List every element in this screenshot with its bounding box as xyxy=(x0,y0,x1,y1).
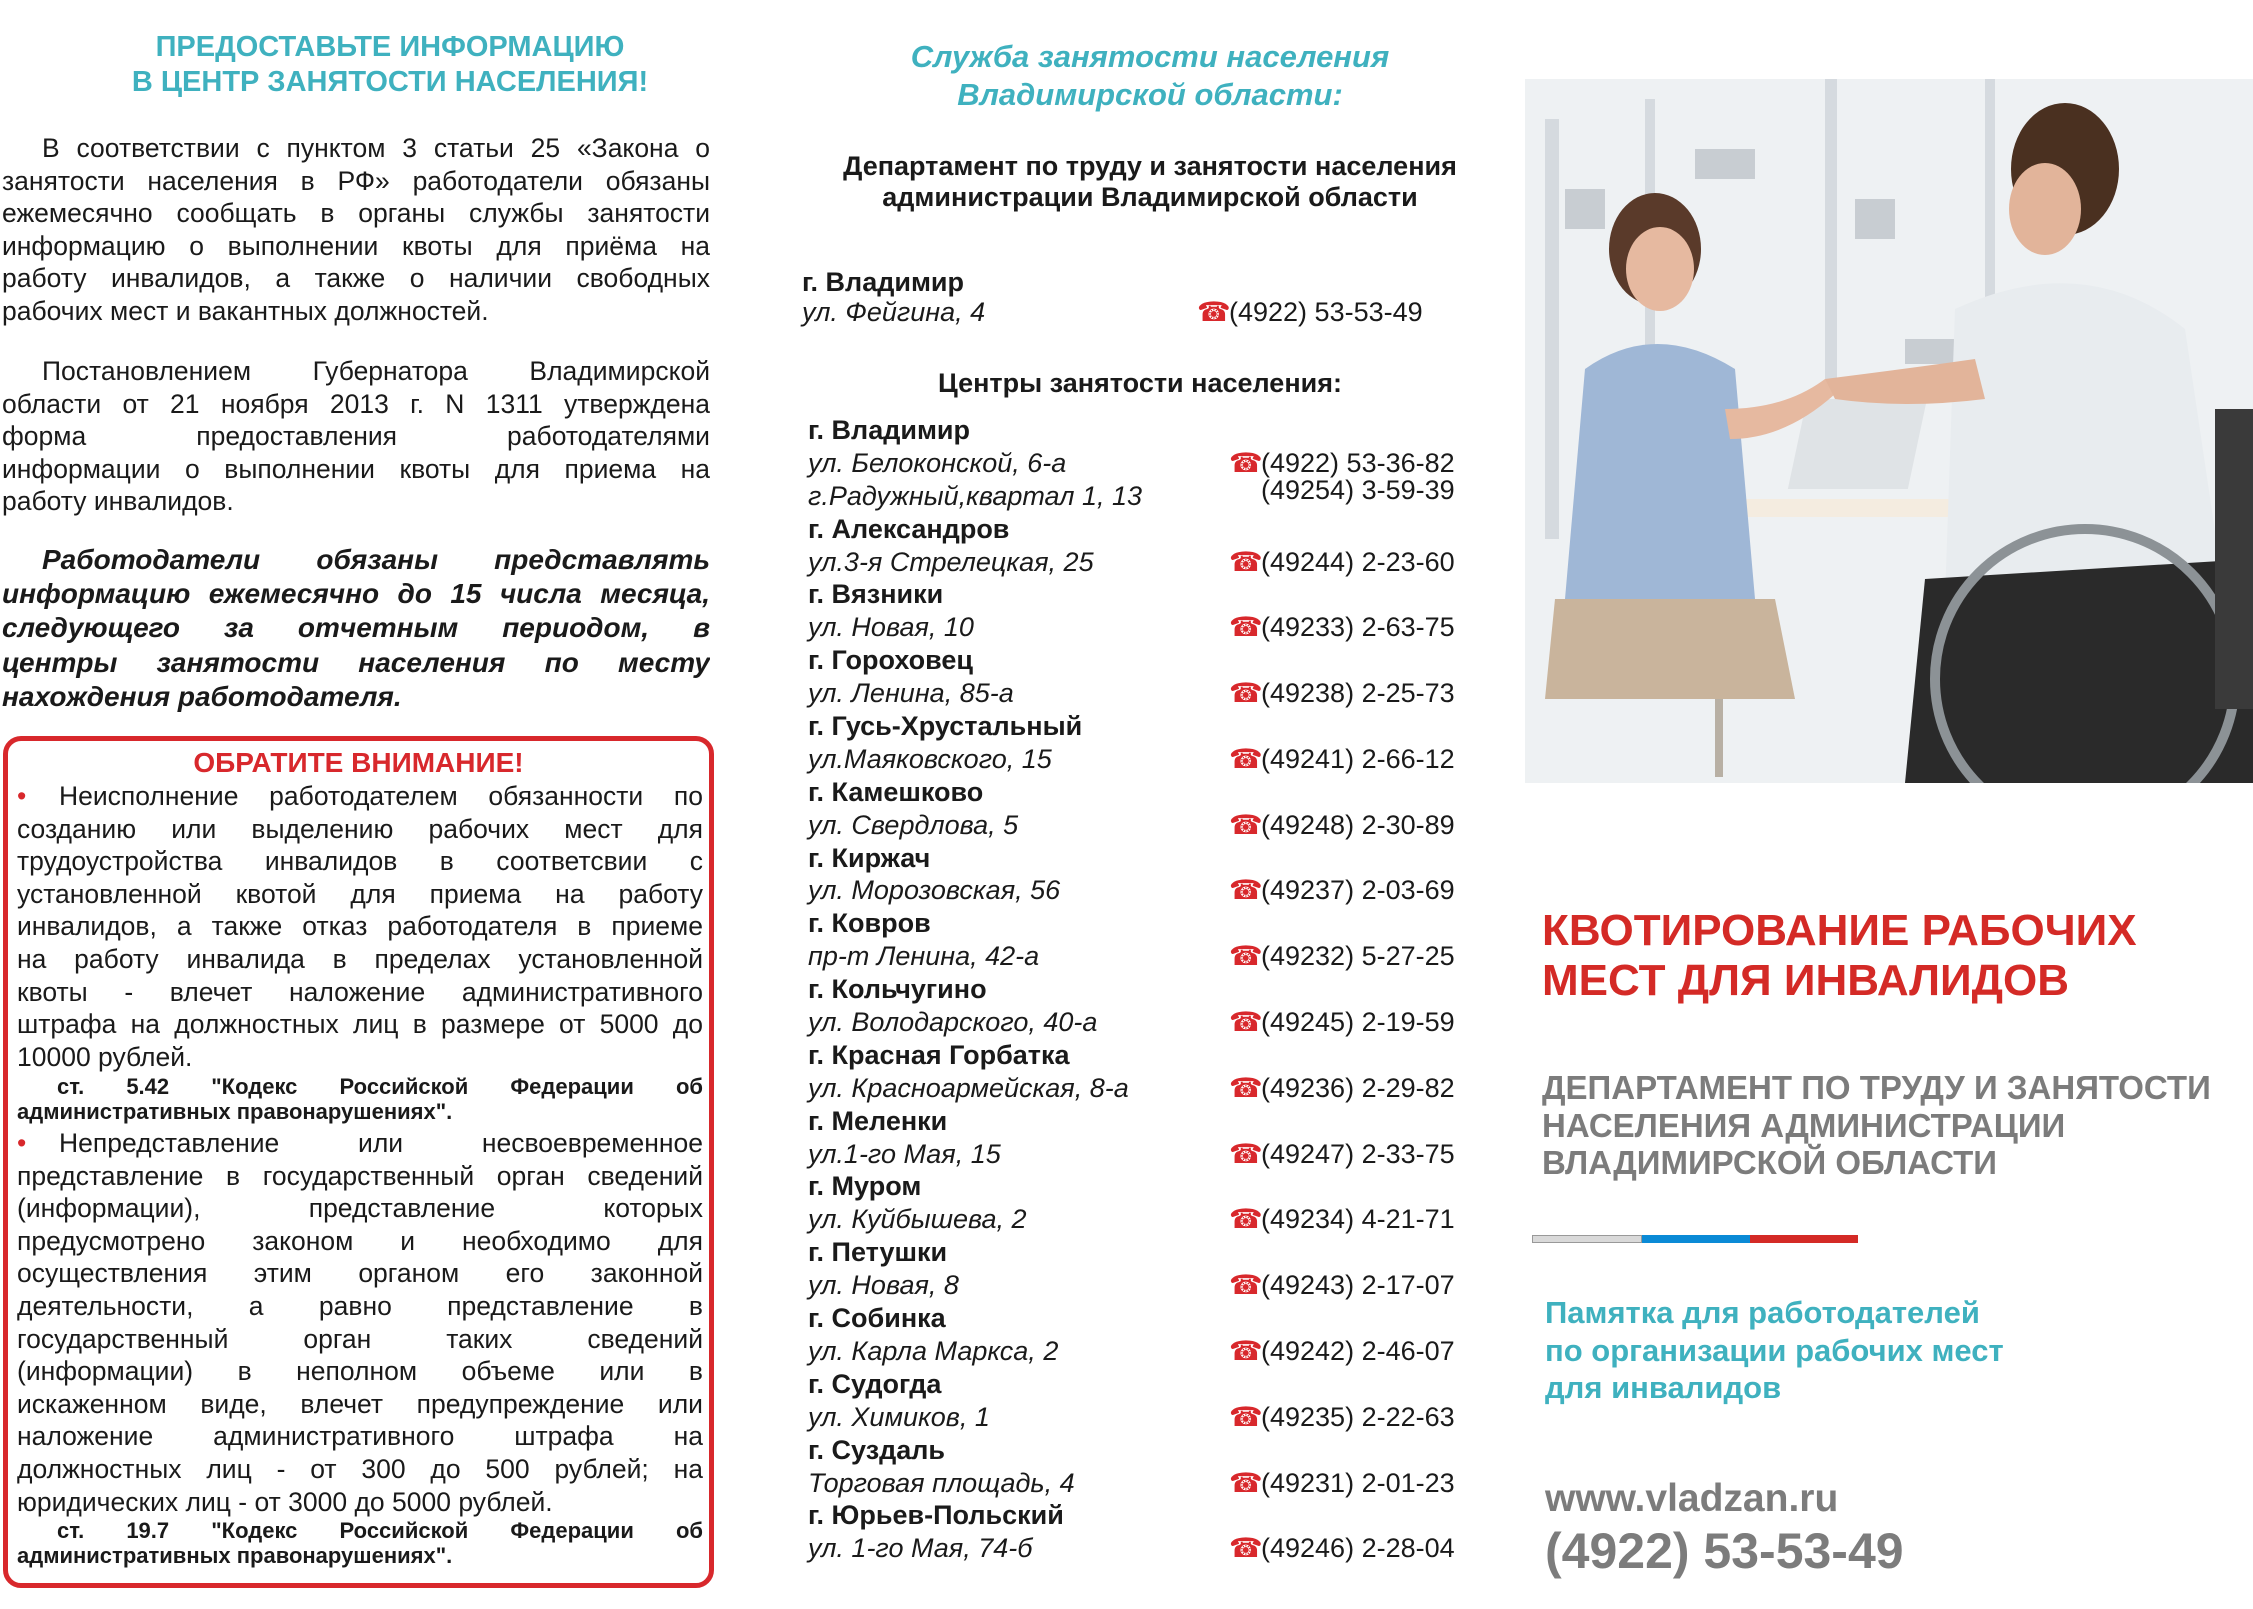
department-contact xyxy=(802,267,1452,327)
department-address-row xyxy=(802,297,1452,327)
text-line: информацию о выполнении квоты для приёма на xyxy=(2,230,710,261)
center-phone-group xyxy=(1229,677,1455,710)
service-title-line: Владимирской области: xyxy=(957,77,1343,112)
center-address: ул. Белоконской, 6-а xyxy=(808,447,1067,478)
center-city: г. Киржач xyxy=(808,842,931,873)
center-phone: (49245) 2-19-59 xyxy=(1261,1007,1455,1038)
center-phone: (49233) 2-63-75 xyxy=(1261,612,1455,643)
phone-icon: ☎ xyxy=(1229,1401,1263,1432)
center-city: г. Александров xyxy=(808,513,1010,544)
text-line: форма предоставления работодателями xyxy=(2,421,710,452)
text-line: квоты - влечет наложение административного xyxy=(17,976,703,1007)
center-address: ул. Новая, 10 xyxy=(808,612,974,643)
left-title xyxy=(0,30,780,100)
law-paragraph xyxy=(2,132,710,328)
center-phone-group xyxy=(1229,1138,1455,1171)
phone-icon: ☎ xyxy=(1229,1533,1263,1564)
center-entry xyxy=(808,907,1458,973)
center-entry xyxy=(808,1368,1458,1434)
text-line: работу инвалидов. xyxy=(2,486,234,517)
center-entry xyxy=(808,842,1458,908)
center-address: ул. Красноармейская, 8-а xyxy=(808,1072,1129,1103)
center-phone: (49236) 2-29-82 xyxy=(1261,1072,1455,1103)
center-phone-group xyxy=(1229,809,1455,842)
center-address: ул. Новая, 8 xyxy=(808,1270,959,1301)
center-address: Торговая площадь, 4 xyxy=(808,1467,1075,1498)
center-city: г. Кольчугино xyxy=(808,974,987,1005)
center-address-row xyxy=(808,1138,1458,1171)
phone-icon: ☎ xyxy=(1229,1204,1263,1235)
center-phone-group xyxy=(1229,743,1455,776)
text-line: трудоустройства инвалидов в соответсвии с xyxy=(17,846,703,877)
memo-line: для инвалидов xyxy=(1545,1370,1782,1405)
center-address: ул. Куйбышева, 2 xyxy=(808,1204,1027,1235)
phone-icon: ☎ xyxy=(1229,1467,1263,1498)
center-address: ул. 1-го Мая, 74-б xyxy=(808,1533,1033,1564)
center-address-row xyxy=(808,809,1458,842)
phone-icon: ☎ xyxy=(1229,546,1263,577)
center-city: г. Гусь-Хрустальный xyxy=(808,711,1083,742)
phone-icon: ☎ xyxy=(1229,875,1263,906)
phone-icon: ☎ xyxy=(1229,1138,1263,1169)
center-address: ул. Химиков, 1 xyxy=(808,1401,990,1432)
center-phone: (49232) 5-27-25 xyxy=(1261,941,1455,972)
center-address: ул.Маяковского, 15 xyxy=(808,743,1052,774)
center-address-row xyxy=(808,1467,1458,1500)
text-line: юридических лиц - от 3000 до 5000 рублей. xyxy=(17,1486,553,1517)
obligation-paragraph xyxy=(2,543,710,714)
center-address: ул. Свердлова, 5 xyxy=(808,809,1019,840)
text-line: Постановлением Губернатора Владимирской xyxy=(42,356,710,386)
center-city: г. Юрьев-Польский xyxy=(808,1500,1064,1531)
text-line: (информации) в неполном объеме или в xyxy=(17,1356,703,1387)
text-line: В соответствии с пунктом 3 статьи 25 «Закона о xyxy=(42,133,710,163)
center-city: г. Владимир xyxy=(808,415,971,445)
text-line: области от 21 ноября 2013 г. N 1311 утверждена xyxy=(2,388,710,419)
text-line: на работу инвалида в пределах установленной xyxy=(17,943,703,974)
center-phone: (49231) 2-01-23 xyxy=(1261,1467,1455,1498)
center-address-row xyxy=(808,743,1458,776)
center-address: ул. Володарского, 40-а xyxy=(808,1007,1098,1038)
flag-stripe-white xyxy=(1532,1235,1642,1243)
text-line: ст. 5.42 "Кодекс Российской Федерации об xyxy=(57,1074,703,1099)
brochure-title xyxy=(1542,906,2137,1006)
text-line-content: Неисполнение работодателем обязанности по xyxy=(59,781,703,811)
center-address-row xyxy=(808,874,1458,907)
notice-title: ОБРАТИТЕ ВНИМАНИЕ! xyxy=(193,747,524,778)
text-line: 10000 рублей. xyxy=(17,1041,193,1072)
center-city: г. Вязники xyxy=(808,579,944,610)
center-phone-group xyxy=(1229,546,1455,579)
center-address-row xyxy=(808,1335,1458,1368)
text-line: созданию или выделению рабочих мест для xyxy=(17,813,703,844)
center-entry xyxy=(808,710,1458,776)
text-line: наложение административного штрафа на xyxy=(17,1421,703,1452)
center-address-row xyxy=(808,1532,1458,1565)
center-address-row xyxy=(808,1006,1458,1039)
center-entry xyxy=(808,578,1458,644)
center-city: г. Ковров xyxy=(808,908,931,939)
notice-item-1 xyxy=(17,780,703,1073)
center-city: г. Меленки xyxy=(808,1105,948,1136)
publisher-line: ВЛАДИМИРСКОЙ ОБЛАСТИ xyxy=(1542,1144,1997,1181)
center-city: г. Суздаль xyxy=(808,1434,946,1465)
text-line: ст. 19.7 "Кодекс Российской Федерации об xyxy=(57,1518,703,1543)
centers-list xyxy=(808,414,1458,1565)
notice-item-2 xyxy=(17,1127,703,1518)
phone-icon: ☎ xyxy=(1229,678,1263,709)
phone-icon: ☎ xyxy=(1229,612,1263,643)
text-line: осуществления этим органом его законной xyxy=(17,1258,703,1289)
tricolor-divider xyxy=(1532,1235,1858,1243)
text-line: деятельности, а равно представление в xyxy=(17,1290,703,1321)
text-line: Работодатели обязаны представлять xyxy=(42,544,710,575)
text-line: инвалидов, а также отказ работодателя в приеме xyxy=(17,911,703,942)
text-line: следующего за отчетным периодом, в xyxy=(2,612,710,644)
text-line: (информации), представление которых xyxy=(17,1193,703,1224)
center-phone: (49238) 2-25-73 xyxy=(1261,678,1455,709)
center-address-row xyxy=(808,546,1458,579)
department-address: ул. Фейгина, 4 xyxy=(802,297,986,327)
service-title-line: Служба занятости населения xyxy=(910,39,1390,74)
center-address-row xyxy=(808,1203,1458,1236)
center-phone: (49244) 2-23-60 xyxy=(1261,546,1455,577)
phone-icon: ☎ xyxy=(1229,1072,1263,1103)
text-line: занятости населения в РФ» работодатели обязаны xyxy=(2,165,710,196)
text-line: информации о выполнении квоты для приема на xyxy=(2,453,710,484)
handshake-photo xyxy=(1525,79,2253,783)
memo-subtitle xyxy=(1545,1294,2004,1407)
center-phone-group xyxy=(1229,1072,1455,1105)
center-entry xyxy=(808,776,1458,842)
center-city: г. Муром xyxy=(808,1171,922,1202)
center-entry xyxy=(808,1434,1458,1500)
center-phone-group xyxy=(1229,1006,1455,1039)
center-address: ул.3-я Стрелецкая, 25 xyxy=(808,546,1094,577)
center-entry xyxy=(808,1170,1458,1236)
centers-heading: Центры занятости населения: xyxy=(938,368,1342,398)
flag-stripe-red xyxy=(1750,1235,1858,1243)
bullet-icon: • xyxy=(17,781,27,811)
center-phone-group xyxy=(1229,1532,1455,1565)
center-entry xyxy=(808,1499,1458,1565)
center-phone-group xyxy=(1229,1401,1455,1434)
center-entry xyxy=(808,1302,1458,1368)
center-phone: (49234) 4-21-71 xyxy=(1261,1204,1455,1235)
text-line: работу инвалидов, а также о наличии свободных xyxy=(2,263,710,294)
text-line: информацию ежемесячно до 15 числа месяца, xyxy=(2,578,710,610)
center-entry xyxy=(808,644,1458,710)
center-city: г. Гороховец xyxy=(808,645,974,676)
brochure-title-line: КВОТИРОВАНИЕ РАБОЧИХ xyxy=(1542,906,2137,955)
phone-icon: ☎ xyxy=(1229,743,1263,774)
flag-stripe-blue xyxy=(1642,1235,1750,1243)
center-phone: (49237) 2-03-69 xyxy=(1261,875,1455,906)
text-line: нахождения работодателя. xyxy=(2,680,402,712)
department-heading-line: Департамент по труду и занятости населения xyxy=(843,151,1457,181)
text-line: административных правонарушениях". xyxy=(17,1099,453,1124)
center-address-row xyxy=(808,940,1458,973)
center-phone: (4922) 53-36-82 xyxy=(1261,447,1455,478)
center-phone-group xyxy=(1229,611,1455,644)
center-address: ул. Карла Маркса, 2 xyxy=(808,1335,1059,1366)
center-phone-group xyxy=(1229,874,1455,907)
center-entry xyxy=(808,1039,1458,1105)
left-title-line: В ЦЕНТР ЗАНЯТОСТИ НАСЕЛЕНИЯ! xyxy=(131,66,649,98)
center-city: г. Собинка xyxy=(808,1303,946,1334)
center-address-row xyxy=(808,677,1458,710)
website-link[interactable]: www.vladzan.ru xyxy=(1545,1477,1839,1520)
center-address-row xyxy=(808,474,1458,513)
text-line: рабочих мест и вакантных должностей. xyxy=(2,295,489,326)
center-address-row xyxy=(808,1401,1458,1434)
center-phone-group xyxy=(1229,1269,1455,1302)
text-line: искаженном виде, влечет предупреждение или xyxy=(17,1388,703,1419)
center-address: ул.1-го Мая, 15 xyxy=(808,1138,1001,1169)
department-phone: (4922) 53-53-49 xyxy=(1229,297,1423,327)
phone-icon: ☎ xyxy=(1229,447,1263,478)
phone-icon: ☎ xyxy=(1229,1335,1263,1366)
publisher-department xyxy=(1542,1069,2211,1182)
center-entry xyxy=(808,973,1458,1039)
center-phone: (49247) 2-33-75 xyxy=(1261,1138,1455,1169)
notice-note-2 xyxy=(17,1518,703,1568)
text-line: предусмотрено законом и необходимо для xyxy=(17,1225,703,1256)
center-phone-group xyxy=(1229,1467,1455,1500)
department-heading-line: администрации Владимирской области xyxy=(882,182,1418,212)
phone-icon: ☎ xyxy=(1229,809,1263,840)
text-line xyxy=(17,1127,703,1160)
text-line: центры занятости населения по месту xyxy=(2,646,710,678)
center-address: ул. Морозовская, 56 xyxy=(808,875,1061,906)
center-address: ул. Ленина, 85-а xyxy=(808,678,1014,709)
text-line: представление в государственный орган сведений xyxy=(17,1160,703,1191)
phone-icon: ☎ xyxy=(1229,1270,1263,1301)
center-entry xyxy=(808,513,1458,579)
notice-note-1 xyxy=(17,1074,703,1124)
handshake-illustration xyxy=(1525,79,2253,783)
phone-icon: ☎ xyxy=(1197,297,1231,327)
text-line: установленной квотой для приема на работу xyxy=(17,878,703,909)
phone-icon: ☎ xyxy=(1229,941,1263,972)
center-city: г. Судогда xyxy=(808,1368,942,1399)
decree-paragraph xyxy=(2,355,710,518)
service-title xyxy=(800,38,1500,114)
center-entry xyxy=(808,414,1458,513)
center-city: г. Красная Горбатка xyxy=(808,1039,1070,1070)
department-city: г. Владимир xyxy=(802,267,965,297)
center-phone: (49246) 2-28-04 xyxy=(1261,1533,1455,1564)
center-city: г. Петушки xyxy=(808,1237,948,1268)
text-line-content: Непредставление или несвоевременное xyxy=(59,1128,703,1158)
center-entry xyxy=(808,1236,1458,1302)
center-phone: (49242) 2-46-07 xyxy=(1261,1335,1455,1366)
center-phone-group xyxy=(1229,1335,1455,1368)
text-line: государственный орган таких сведений xyxy=(17,1323,703,1354)
text-line: ежемесячно сообщать в органы службы занятости xyxy=(2,198,710,229)
publisher-line: НАСЕЛЕНИЯ АДМИНИСТРАЦИИ xyxy=(1542,1106,2066,1144)
center-entry xyxy=(808,1105,1458,1171)
publisher-line: ДЕПАРТАМЕНТ ПО ТРУДУ И ЗАНЯТОСТИ xyxy=(1542,1069,2211,1106)
center-phone: (49235) 2-22-63 xyxy=(1261,1401,1455,1432)
center-address-secondary: г.Радужный,квартал 1, 13 xyxy=(808,480,1143,511)
center-address-row xyxy=(808,1269,1458,1302)
text-line: должностных лиц - от 300 до 500 рублей; на xyxy=(17,1453,703,1484)
bullet-icon: • xyxy=(17,1128,27,1158)
center-phone-group xyxy=(1229,940,1455,973)
text-line: административных правонарушениях". xyxy=(17,1543,453,1568)
center-phone-secondary: (49254) 3-59-39 xyxy=(1261,474,1455,505)
hotline-phone: (4922) 53-53-49 xyxy=(1545,1523,1904,1579)
center-phone: (49243) 2-17-07 xyxy=(1261,1270,1455,1301)
center-address-row xyxy=(808,611,1458,644)
center-phone: (49248) 2-30-89 xyxy=(1261,809,1455,840)
center-address: пр-т Ленина, 42-а xyxy=(808,941,1040,972)
center-city: г. Камешково xyxy=(808,776,984,807)
left-title-line: ПРЕДОСТАВЬТЕ ИНФОРМАЦИЮ xyxy=(155,31,625,63)
center-address-row xyxy=(808,1072,1458,1105)
text-line xyxy=(17,780,703,813)
memo-line: по организации рабочих мест xyxy=(1545,1332,2004,1368)
brochure-title-line: МЕСТ ДЛЯ ИНВАЛИДОВ xyxy=(1542,956,2069,1005)
department-heading xyxy=(800,151,1500,213)
text-line: штрафа на должностных лиц в размере от 5000 до xyxy=(17,1009,703,1040)
department-phone-group xyxy=(1197,297,1423,327)
memo-line: Памятка для работодателей xyxy=(1545,1295,1980,1330)
phone-icon: ☎ xyxy=(1229,1007,1263,1038)
center-phone: (49241) 2-66-12 xyxy=(1261,743,1455,774)
center-phone-group xyxy=(1229,1203,1455,1236)
